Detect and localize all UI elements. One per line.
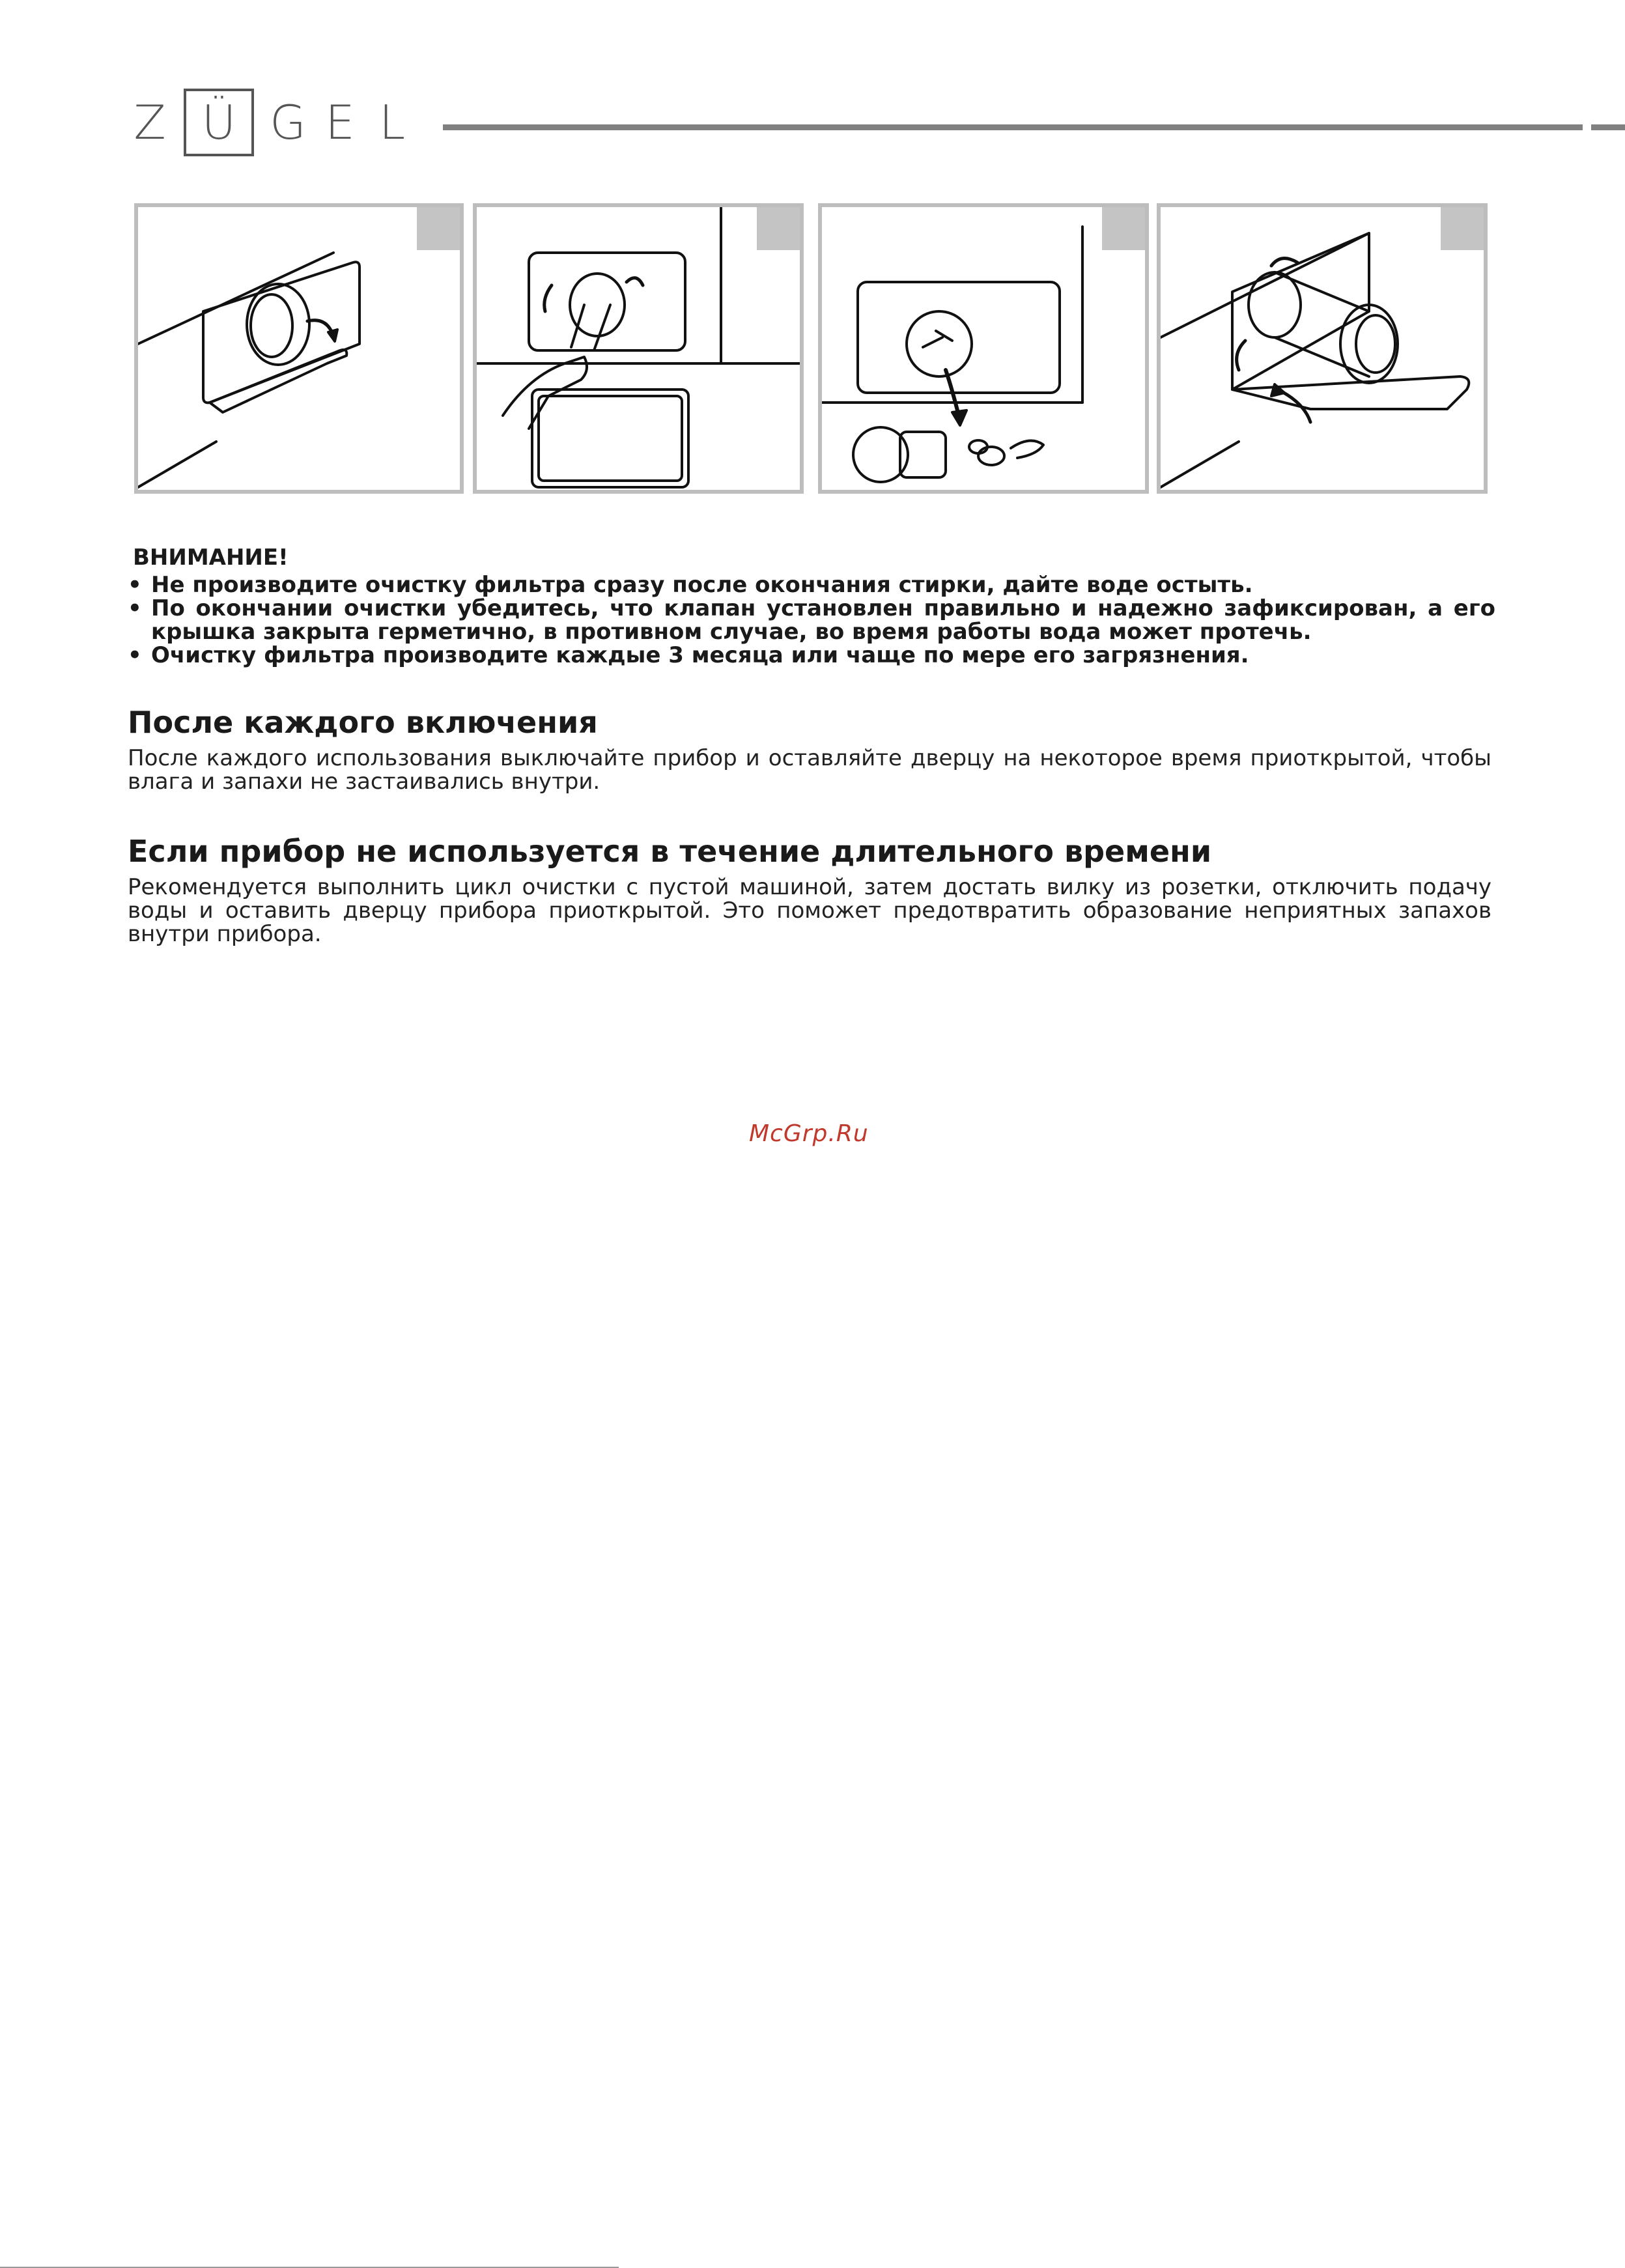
- illustration-remove-debris: [818, 203, 1149, 494]
- section-heading-long-idle: Если прибор не используется в течение длительного времени: [128, 834, 1212, 869]
- illustration-unscrew-filter: [473, 203, 804, 494]
- logo-letter: G: [270, 95, 306, 150]
- header-divider: [443, 124, 1583, 130]
- warning-title: ВНИМАНИЕ!: [133, 545, 289, 571]
- logo-letter: E: [325, 95, 355, 150]
- header-divider-tail: [1591, 124, 1625, 130]
- section-text-long-idle: Рекомендуется выполнить цикл очистки с пустой машиной, затем достать вилку из розетки, отключить подачу воды и оставить дверцу прибора приоткрытой. Это поможет предотвратить образование неприятных запахов внутри прибора.: [128, 874, 1491, 947]
- logo-letter: Z: [134, 95, 166, 150]
- illustration-open-hatch: [134, 203, 464, 494]
- warning-item: • Не производите очистку фильтра сразу после окончания стирки, дайте воде остыть.: [128, 573, 1495, 597]
- section-heading-after-use: После каждого включения: [128, 705, 598, 740]
- logo-letter: L: [378, 95, 406, 150]
- brand-logo: [124, 90, 418, 155]
- warning-item: • По окончании очистки убедитесь, что клапан установлен правильно и надежно зафиксирован, а его крышка закрыта герметично, в противном случае, во время работы вода может протечь.: [128, 597, 1495, 644]
- illustration-reinstall-filter: [1157, 203, 1488, 494]
- warning-item: • Очистку фильтра производите каждые 3 месяца или чаще по мере его загрязнения.: [128, 644, 1495, 667]
- logo-letter-boxed: Ü: [184, 89, 254, 156]
- watermark: McGrp.Ru: [749, 1120, 869, 1147]
- section-text-after-use: После каждого использования выключайте прибор и оставляйте дверцу на некоторое время приоткрытой, чтобы влага и запахи не застаивались внутри.: [128, 745, 1491, 795]
- warning-list: [128, 573, 1495, 667]
